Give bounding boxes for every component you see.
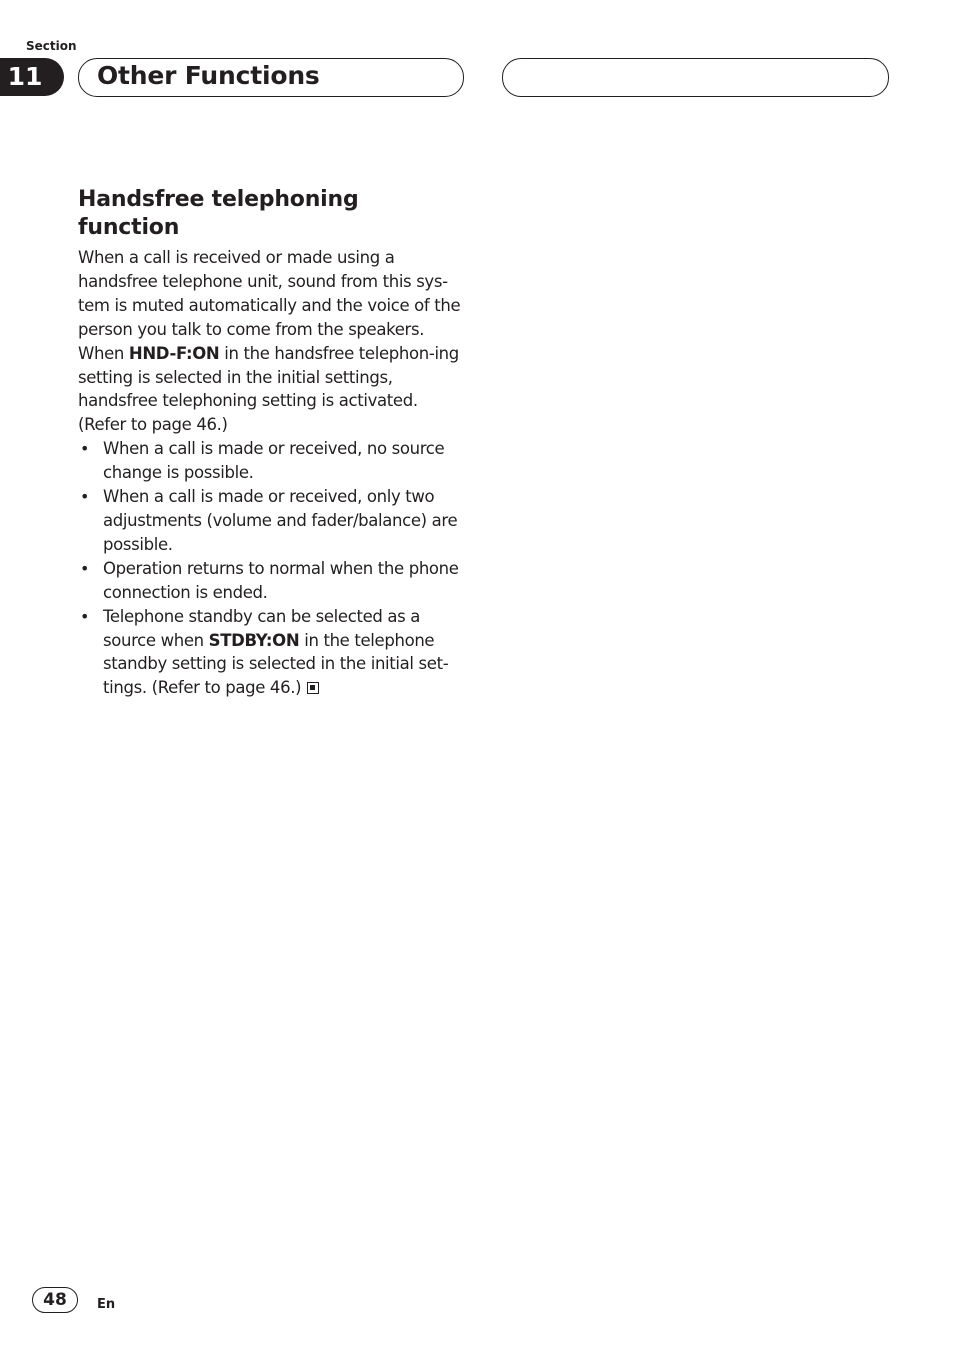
main-content (78, 186, 470, 700)
page-title: Other Functions (97, 61, 320, 90)
heading-line-2: function (78, 215, 180, 240)
section-label: Section (26, 39, 77, 53)
section-number-tab: 11 (0, 58, 64, 96)
end-of-section-icon (307, 682, 319, 694)
bullet-text-2: in the telephone standby setting is selected in the initial set-tings. (Refer to page 46.) (103, 630, 449, 698)
bullet-text: When a call is made or received, no source change is possible. (103, 439, 445, 483)
bullet-icon: • (80, 439, 90, 459)
setting-hnd-f-on: HND-F:ON (128, 343, 220, 363)
list-item (78, 437, 470, 485)
bullet-list (78, 437, 470, 700)
intro-paragraph (78, 246, 470, 437)
bullet-icon: • (80, 487, 90, 507)
list-item (78, 485, 470, 557)
bullet-icon: • (80, 558, 90, 578)
bullet-text-1: Telephone standby can be selected as a source when (103, 606, 421, 650)
setting-stdby-on: STDBY:ON (208, 630, 300, 650)
section-heading (78, 186, 470, 242)
intro-text-2: in the handsfree telephon-ing setting is selected in the initial settings, handsfree telephoning setting is activated. (Refer to page 46.) (78, 343, 459, 435)
empty-header-frame (502, 58, 889, 97)
list-item (78, 557, 470, 605)
page-number: 48 (32, 1287, 78, 1313)
heading-line-1: Handsfree telephoning (78, 187, 359, 212)
language-label: En (97, 1297, 116, 1312)
list-item (78, 605, 470, 701)
bullet-icon: • (80, 606, 90, 626)
intro-text-1: When a call is received or made using a handsfree telephone unit, sound from this sys-tem is muted automatically and the voice of the person you talk to come from the speakers. When (78, 248, 461, 363)
bullet-text: Operation returns to normal when the phone connection is ended. (103, 558, 459, 602)
bullet-text: When a call is made or received, only two adjustments (volume and fader/balance) are possible. (103, 487, 458, 554)
